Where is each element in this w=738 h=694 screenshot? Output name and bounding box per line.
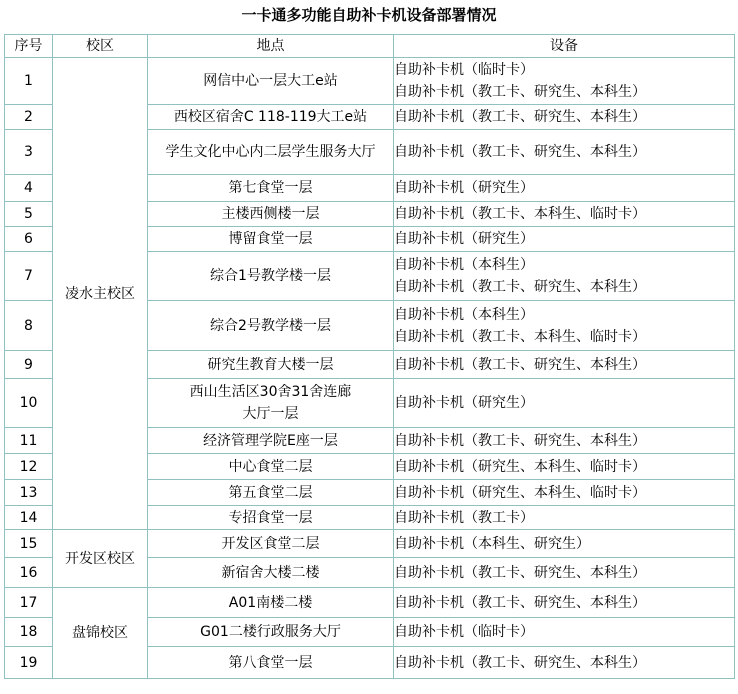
row-location: A01南楼二楼 [148, 588, 394, 618]
row-device: 自助补卡机（教工卡、研究生、本科生） [394, 351, 735, 379]
row-location: 新宿舍大楼二楼 [148, 558, 394, 588]
row-no: 1 [5, 58, 53, 105]
row-no: 5 [5, 202, 53, 227]
table-row [5, 530, 735, 558]
row-no: 14 [5, 506, 53, 530]
header-device: 设备 [394, 35, 735, 58]
row-no: 10 [5, 379, 53, 428]
row-device: 自助补卡机（教工卡、研究生、本科生） [394, 105, 735, 130]
row-device: 自助补卡机（本科生） 自助补卡机（教工卡、研究生、本科生） [394, 252, 735, 301]
row-no: 4 [5, 175, 53, 202]
row-location: 中心食堂二层 [148, 454, 394, 480]
row-no: 3 [5, 130, 53, 175]
row-location: 第五食堂二层 [148, 480, 394, 506]
row-device: 自助补卡机（教工卡、研究生、本科生） [394, 558, 735, 588]
row-no: 7 [5, 252, 53, 301]
row-location: 主楼西侧楼一层 [148, 202, 394, 227]
row-device: 自助补卡机（教工卡、研究生、本科生） [394, 130, 735, 175]
table-row [5, 588, 735, 618]
row-no: 12 [5, 454, 53, 480]
row-location: 西山生活区30舍31舍连廊 大厅一层 [148, 379, 394, 428]
table-row [5, 58, 735, 105]
row-location: 研究生教育大楼一层 [148, 351, 394, 379]
row-location: 西校区宿舍C 118-119大工e站 [148, 105, 394, 130]
row-device: 自助补卡机（教工卡、本科生、临时卡） [394, 202, 735, 227]
row-device: 自助补卡机（教工卡、研究生、本科生） [394, 647, 735, 679]
row-location: 开发区食堂二层 [148, 530, 394, 558]
campus-cell: 盘锦校区 [53, 588, 148, 679]
row-location: G01二楼行政服务大厅 [148, 618, 394, 647]
row-location: 综合1号教学楼一层 [148, 252, 394, 301]
row-no: 13 [5, 480, 53, 506]
row-location: 博留食堂一层 [148, 227, 394, 252]
campus-cell: 开发区校区 [53, 530, 148, 588]
row-device: 自助补卡机（临时卡） 自助补卡机（教工卡、研究生、本科生） [394, 58, 735, 105]
row-no: 11 [5, 428, 53, 454]
header-no: 序号 [5, 35, 53, 58]
row-no: 8 [5, 301, 53, 351]
row-device: 自助补卡机（教工卡、研究生、本科生） [394, 588, 735, 618]
row-no: 9 [5, 351, 53, 379]
row-device: 自助补卡机（研究生、本科生、临时卡） [394, 454, 735, 480]
row-location: 专招食堂一层 [148, 506, 394, 530]
row-location: 经济管理学院E座一层 [148, 428, 394, 454]
campus-cell: 凌水主校区 [53, 58, 148, 530]
row-device: 自助补卡机（临时卡） [394, 618, 735, 647]
row-location: 网信中心一层大工e站 [148, 58, 394, 105]
row-no: 6 [5, 227, 53, 252]
page-title: 一卡通多功能自助补卡机设备部署情况 [241, 6, 497, 24]
header-row [5, 35, 735, 58]
row-no: 19 [5, 647, 53, 679]
row-location: 学生文化中心内二层学生服务大厅 [148, 130, 394, 175]
row-no: 15 [5, 530, 53, 558]
header-location: 地点 [148, 35, 394, 58]
row-location: 综合2号教学楼一层 [148, 301, 394, 351]
deployment-table [4, 34, 735, 679]
row-device: 自助补卡机（教工卡） [394, 506, 735, 530]
row-no: 18 [5, 618, 53, 647]
row-no: 2 [5, 105, 53, 130]
row-no: 17 [5, 588, 53, 618]
row-location: 第七食堂一层 [148, 175, 394, 202]
row-location: 第八食堂一层 [148, 647, 394, 679]
row-device: 自助补卡机（本科生） 自助补卡机（教工卡、本科生、临时卡） [394, 301, 735, 351]
header-campus: 校区 [53, 35, 148, 58]
row-device: 自助补卡机（本科生、研究生） [394, 530, 735, 558]
row-device: 自助补卡机（研究生、本科生、临时卡） [394, 480, 735, 506]
row-device: 自助补卡机（教工卡、研究生、本科生） [394, 428, 735, 454]
row-device: 自助补卡机（研究生） [394, 175, 735, 202]
row-device: 自助补卡机（研究生） [394, 227, 735, 252]
row-no: 16 [5, 558, 53, 588]
row-device: 自助补卡机（研究生） [394, 379, 735, 428]
